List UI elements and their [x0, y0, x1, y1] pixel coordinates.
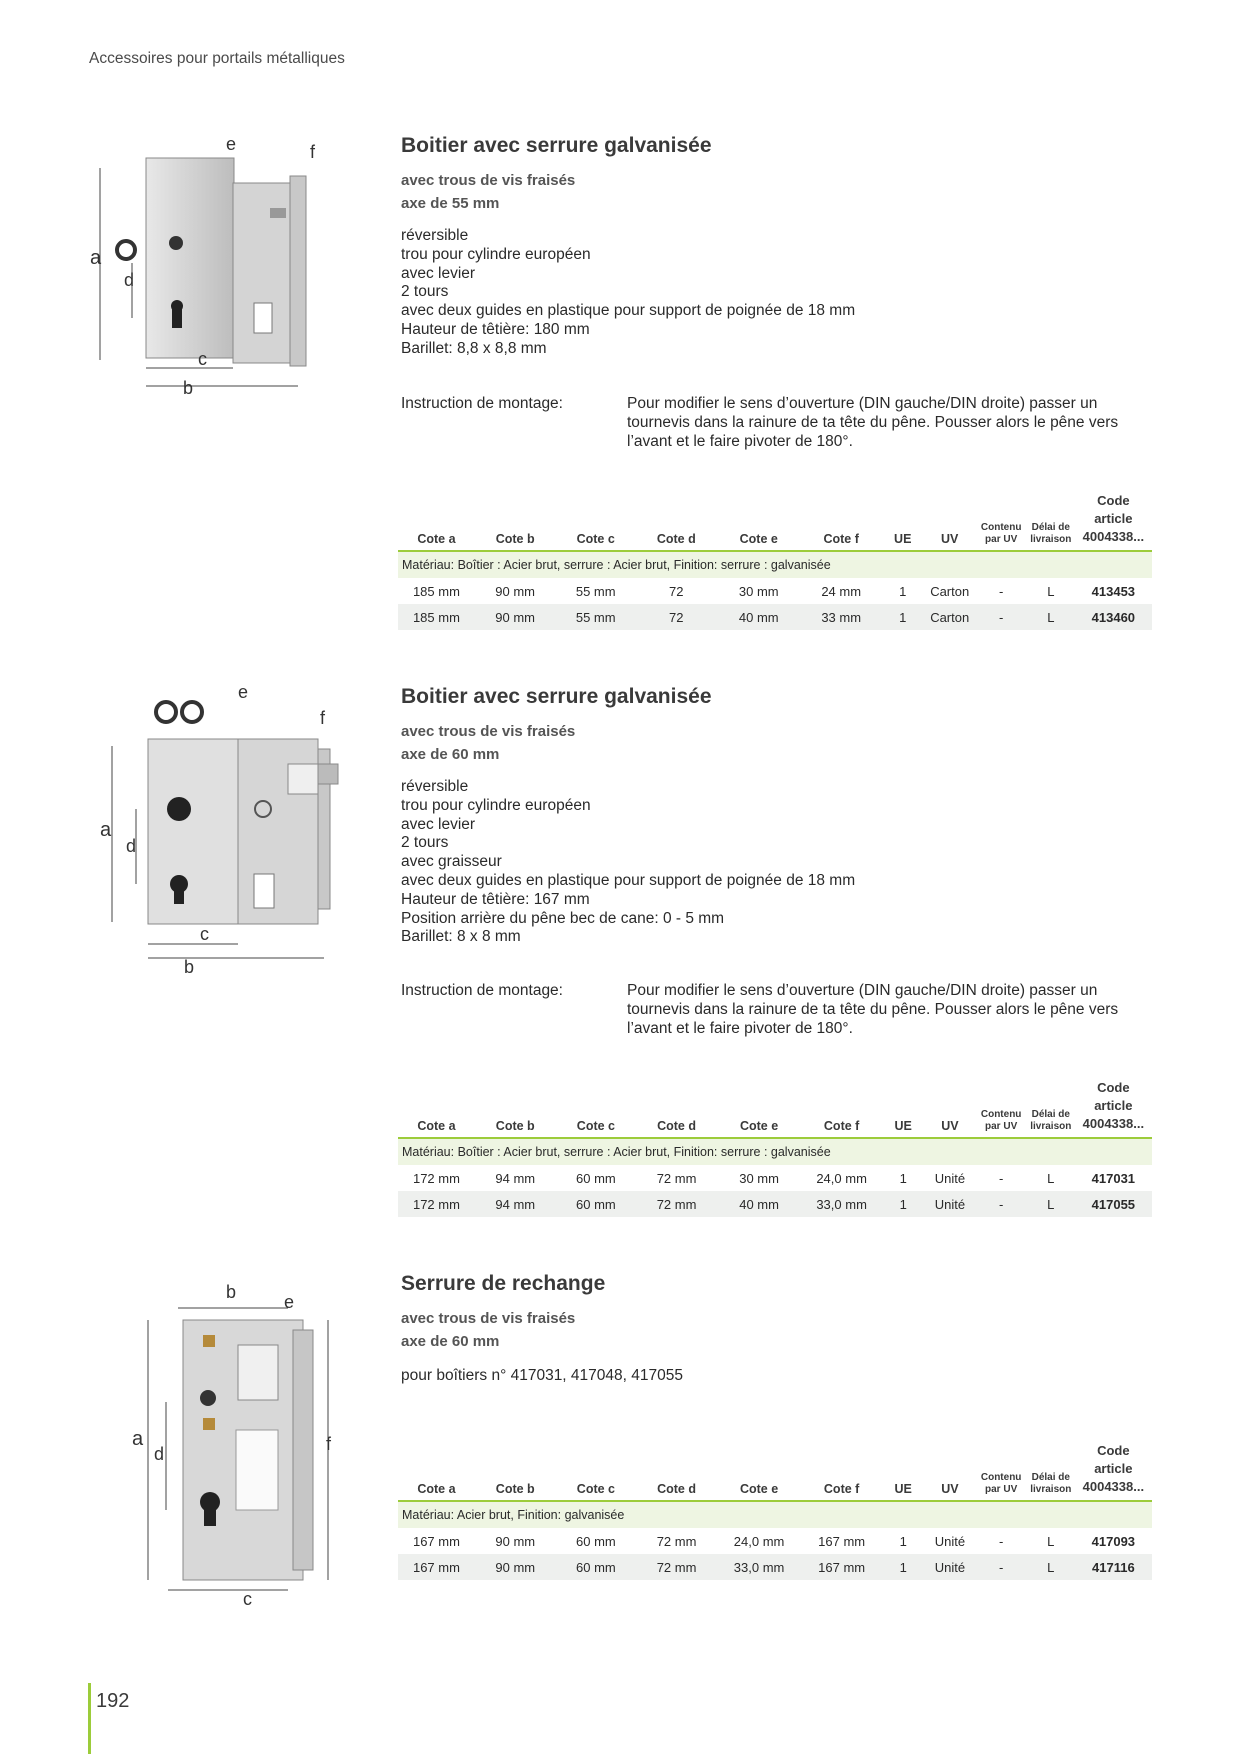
- spec-table: [398, 492, 1152, 630]
- cell-a: 167 mm: [412, 1533, 460, 1549]
- cell-a: 172 mm: [398, 1191, 475, 1217]
- delai-line-2: livraison: [1030, 534, 1072, 545]
- cell-code: 413453: [1091, 583, 1136, 599]
- product-subtitles: [401, 720, 1161, 766]
- code-line-2: 4004338...: [1082, 529, 1145, 544]
- cell-ue: 1: [899, 1533, 907, 1549]
- col-header-delai: [1027, 1442, 1075, 1501]
- cell-b: 94 mm: [495, 1170, 536, 1186]
- col-header-uv: UV: [941, 1482, 959, 1496]
- code-line-1: Code article: [1094, 1443, 1133, 1476]
- col-header-a: Cote a: [417, 532, 456, 546]
- col-header-code: [1075, 1442, 1152, 1501]
- mounting-label: Instruction de montage:: [401, 982, 563, 999]
- material-row: Matériau: Boîtier : Acier brut, serrure : Acier brut, Finition: serrure : galvanisée: [398, 1138, 1152, 1165]
- col-header-d: Cote d: [657, 1119, 696, 1133]
- col-header-ue: UE: [894, 1482, 912, 1496]
- cell-delai: L: [1047, 1533, 1055, 1549]
- label-d: d: [124, 270, 135, 290]
- cell-uv: Carton: [924, 604, 975, 630]
- label-d: d: [126, 836, 137, 856]
- label-c: c: [243, 1589, 252, 1609]
- contenu-line-2: par UV: [985, 1484, 1018, 1495]
- label-e: e: [238, 684, 249, 702]
- product-info: [401, 684, 1161, 947]
- feature-item: trou pour cylindre européen: [401, 796, 591, 814]
- feature-item: 2 tours: [401, 283, 449, 301]
- cell-f: 33,0 mm: [801, 1191, 882, 1217]
- cell-d: 72: [669, 583, 684, 599]
- cell-b: 90 mm: [495, 583, 535, 599]
- table-row: [398, 1554, 1152, 1580]
- product-subtitles: [401, 1307, 1161, 1353]
- cell-c: 60 mm: [576, 1170, 616, 1186]
- label-e: e: [226, 134, 237, 154]
- product-title: Boitier avec serrure galvanisée: [401, 685, 712, 708]
- code-line-2: 4004338...: [1082, 1479, 1145, 1494]
- subtitle: avec trous de vis fraisés: [401, 172, 576, 189]
- col-header-b: Cote b: [495, 532, 535, 546]
- label-f: f: [320, 708, 326, 728]
- cell-b: 94 mm: [475, 1191, 556, 1217]
- col-header-f: Cote f: [823, 532, 859, 546]
- subtitle: axe de 55 mm: [401, 195, 500, 212]
- cell-uv: Unité: [934, 1170, 966, 1186]
- product-image-replacement-lock: [88, 1280, 378, 1610]
- mounting-text: Pour modifier le sens d’ouverture (DIN gauche/DIN droite) passer un tournevis dans la rainure de ta tête du pêne. Pousser alors le pêne vers l’avant et le faire pivoter de 180°.: [627, 982, 1119, 1037]
- label-b: b: [226, 1282, 237, 1302]
- cell-e: 30 mm: [739, 1170, 779, 1186]
- subtitle: avec trous de vis fraisés: [401, 1310, 576, 1327]
- cell-f: 167 mm: [801, 1554, 882, 1580]
- cell-ue: 1: [882, 1191, 925, 1217]
- cell-e: 30 mm: [738, 583, 779, 599]
- cell-a: 185 mm: [398, 604, 475, 630]
- label-c: c: [200, 924, 209, 944]
- material-row: Matériau: Acier brut, Finition: galvanisée: [398, 1501, 1152, 1528]
- cell-code: 417116: [1075, 1554, 1152, 1580]
- feature-item: Hauteur de têtière: 180 mm: [401, 320, 590, 338]
- table-row: [398, 578, 1152, 604]
- cell-code: 413460: [1075, 604, 1152, 630]
- product-info: [401, 133, 1161, 359]
- col-header-c: Cote c: [576, 1482, 615, 1496]
- contenu-line-1: Contenu: [980, 1472, 1022, 1483]
- feature-list: [401, 227, 1161, 359]
- mounting-label: Instruction de montage:: [401, 395, 563, 412]
- col-header-e: Cote e: [739, 532, 778, 546]
- delai-line-1: Délai de: [1031, 522, 1070, 533]
- col-header-a: Cote a: [417, 1119, 456, 1133]
- col-header-f: Cote f: [823, 1482, 860, 1496]
- feature-list: [401, 778, 1161, 947]
- cell-c: 55 mm: [575, 583, 616, 599]
- cell-f: 167 mm: [818, 1533, 866, 1549]
- cell-b: 90 mm: [475, 604, 556, 630]
- cell-e: 40 mm: [717, 1191, 801, 1217]
- cell-delai: L: [1047, 583, 1055, 599]
- cell-code: 417055: [1075, 1191, 1152, 1217]
- cell-contenu: -: [975, 1191, 1027, 1217]
- code-line-1: Code article: [1094, 1080, 1133, 1113]
- page-number-bar: [88, 1683, 91, 1754]
- contenu-line-2: par UV: [985, 1121, 1018, 1132]
- col-header-code: [1075, 492, 1152, 551]
- feature-item: Hauteur de têtière: 167 mm: [401, 890, 590, 908]
- cell-b: 90 mm: [475, 1554, 556, 1580]
- feature-item: avec graisseur: [401, 853, 502, 871]
- feature-item: Barillet: 8,8 x 8,8 mm: [401, 339, 547, 357]
- delai-line-1: Délai de: [1031, 1109, 1070, 1120]
- spec-table: [398, 1442, 1152, 1580]
- col-header-c: Cote c: [576, 1119, 615, 1133]
- cell-f: 24,0 mm: [816, 1170, 867, 1186]
- cell-d: 72: [636, 604, 717, 630]
- cell-contenu: -: [998, 583, 1004, 599]
- label-a: a: [100, 819, 112, 841]
- cell-f: 33 mm: [801, 604, 882, 630]
- subtitle: axe de 60 mm: [401, 746, 500, 763]
- table-row: [398, 1165, 1152, 1191]
- cell-e: 24,0 mm: [733, 1533, 785, 1549]
- product-title: Boitier avec serrure galvanisée: [401, 134, 712, 157]
- product-subtitles: [401, 169, 1161, 215]
- feature-item: avec deux guides en plastique pour support de poignée de 18 mm: [401, 302, 856, 320]
- cell-uv: Unité: [934, 1533, 966, 1549]
- feature-list: [401, 1367, 1161, 1386]
- feature-item: réversible: [401, 778, 469, 795]
- product-info: [401, 1271, 1161, 1386]
- label-f: f: [326, 1434, 332, 1454]
- cell-d: 72 mm: [636, 1191, 717, 1217]
- cell-code: 417093: [1091, 1533, 1136, 1549]
- cell-delai: L: [1047, 1170, 1055, 1186]
- delai-line-1: Délai de: [1031, 1472, 1070, 1483]
- delai-line-2: livraison: [1030, 1121, 1072, 1132]
- cell-contenu: -: [975, 604, 1027, 630]
- col-header-a: Cote a: [417, 1482, 456, 1496]
- cell-uv: Unité: [925, 1191, 976, 1217]
- cell-ue: 1: [881, 604, 924, 630]
- subtitle: avec trous de vis fraisés: [401, 723, 576, 740]
- cell-f: 24 mm: [821, 583, 862, 599]
- cell-b: 90 mm: [495, 1533, 536, 1549]
- col-header-d: Cote d: [657, 1482, 696, 1496]
- cell-delai: L: [1027, 1554, 1075, 1580]
- contenu-line-2: par UV: [985, 534, 1018, 545]
- label-b: b: [183, 378, 194, 398]
- table-row: [398, 1528, 1152, 1554]
- col-header-f: Cote f: [823, 1119, 860, 1133]
- col-header-delai: [1027, 492, 1075, 551]
- cell-d: 72 mm: [656, 1170, 697, 1186]
- col-header-b: Cote b: [495, 1482, 535, 1496]
- label-c: c: [198, 349, 207, 369]
- cell-contenu: -: [975, 1554, 1027, 1580]
- cell-c: 60 mm: [576, 1533, 616, 1549]
- col-header-uv: UV: [941, 532, 959, 546]
- feature-item: pour boîtiers n° 417031, 417048, 417055: [401, 1367, 683, 1384]
- feature-item: 2 tours: [401, 834, 449, 852]
- col-header-c: Cote c: [576, 532, 615, 546]
- product-image-lock-box-60: [88, 684, 378, 974]
- label-a: a: [90, 247, 102, 269]
- cell-a: 185 mm: [412, 583, 460, 599]
- contenu-line-1: Contenu: [980, 1109, 1022, 1120]
- feature-item: avec levier: [401, 815, 476, 833]
- feature-item: Barillet: 8 x 8 mm: [401, 928, 521, 946]
- contenu-line-1: Contenu: [980, 522, 1022, 533]
- material-row: Matériau: Boîtier : Acier brut, serrure : Acier brut, Finition: serrure : galvanisée: [398, 551, 1152, 578]
- mounting-text: Pour modifier le sens d’ouverture (DIN gauche/DIN droite) passer un tournevis dans la rainure de ta tête du pêne. Pousser alors le pêne vers l’avant et le faire pivoter de 180°.: [627, 395, 1119, 450]
- cell-d: 72 mm: [656, 1533, 697, 1549]
- table-row: [398, 1191, 1152, 1217]
- col-header-ue: UE: [894, 532, 912, 546]
- col-header-e: Cote e: [739, 1482, 779, 1496]
- page-number: 192: [96, 1690, 130, 1712]
- cell-delai: L: [1027, 1191, 1075, 1217]
- col-header-d: Cote d: [656, 532, 696, 546]
- label-b: b: [184, 957, 195, 974]
- col-header-e: Cote e: [739, 1119, 779, 1133]
- label-f: f: [310, 142, 316, 162]
- code-line-2: 4004338...: [1082, 1116, 1145, 1131]
- product-image-lock-box-55: [88, 128, 378, 398]
- label-d: d: [154, 1444, 165, 1464]
- code-line-1: Code article: [1094, 493, 1133, 526]
- cell-ue: 1: [882, 1554, 925, 1580]
- cell-c: 60 mm: [556, 1191, 637, 1217]
- table-row: [398, 604, 1152, 630]
- label-a: a: [132, 1428, 144, 1450]
- col-header-contenu: [975, 1442, 1027, 1501]
- col-header-ue: UE: [894, 1119, 912, 1133]
- label-e: e: [284, 1292, 295, 1312]
- product-title: Serrure de rechange: [401, 1272, 606, 1295]
- feature-item: trou pour cylindre européen: [401, 245, 591, 263]
- col-header-code: [1075, 1079, 1152, 1138]
- delai-line-2: livraison: [1030, 1484, 1072, 1495]
- cell-a: 167 mm: [398, 1554, 475, 1580]
- section-header: Accessoires pour portails métalliques: [89, 50, 345, 67]
- subtitle: axe de 60 mm: [401, 1333, 500, 1350]
- feature-item: avec levier: [401, 264, 476, 282]
- lock-box-drawing: [88, 684, 378, 974]
- spec-table: [398, 1079, 1152, 1217]
- col-header-contenu: [975, 492, 1027, 551]
- cell-contenu: -: [998, 1170, 1004, 1186]
- cell-c: 60 mm: [556, 1554, 637, 1580]
- col-header-delai: [1027, 1079, 1075, 1138]
- feature-item: avec deux guides en plastique pour support de poignée de 18 mm: [401, 871, 856, 889]
- feature-item: Position arrière du pêne bec de cane: 0 - 5 mm: [401, 909, 725, 927]
- cell-ue: 1: [899, 583, 907, 599]
- feature-item: réversible: [401, 227, 469, 244]
- cell-e: 33,0 mm: [717, 1554, 801, 1580]
- cell-code: 417031: [1091, 1170, 1136, 1186]
- cell-e: 40 mm: [717, 604, 801, 630]
- cell-ue: 1: [899, 1170, 907, 1186]
- cell-contenu: -: [998, 1533, 1004, 1549]
- replacement-lock-drawing: [88, 1280, 378, 1610]
- cell-c: 55 mm: [555, 604, 636, 630]
- cell-a: 172 mm: [412, 1170, 460, 1186]
- col-header-contenu: [975, 1079, 1027, 1138]
- col-header-uv: UV: [941, 1119, 959, 1133]
- cell-uv: Carton: [930, 583, 970, 599]
- col-header-b: Cote b: [495, 1119, 535, 1133]
- cell-d: 72 mm: [636, 1554, 717, 1580]
- cell-delai: L: [1027, 604, 1075, 630]
- lock-box-drawing: [88, 128, 378, 398]
- cell-uv: Unité: [925, 1554, 976, 1580]
